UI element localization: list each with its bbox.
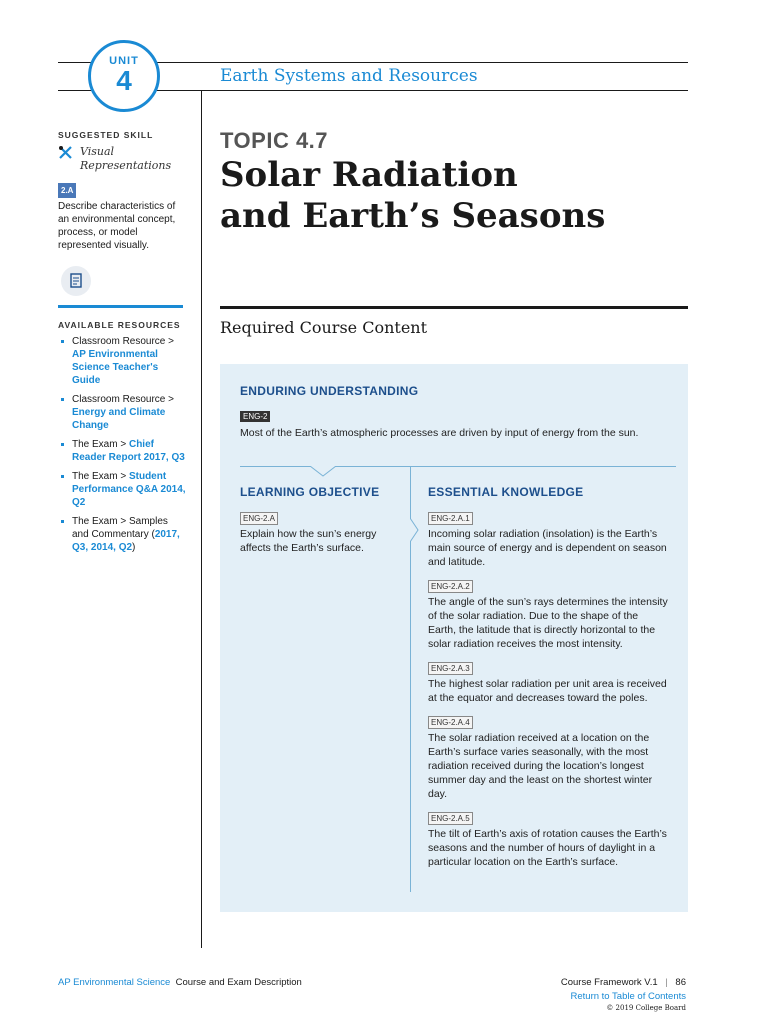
footer-course <box>58 977 302 988</box>
resource-prefix: The Exam > <box>72 439 129 450</box>
resource-link[interactable]: Student Performance Q&A 2014, Q2 <box>72 471 186 508</box>
enduring-code: ENG-2 <box>240 411 270 422</box>
skill-row <box>58 145 186 175</box>
skill-code-badge: 2.A <box>58 183 76 198</box>
resource-item <box>58 438 186 464</box>
topic-title <box>220 155 605 237</box>
footer-page-number: 86 <box>675 977 686 988</box>
footer-framework: Course Framework V.1 <box>560 977 658 988</box>
column-divider <box>201 90 202 948</box>
unit-number: 4 <box>116 65 132 96</box>
knowledge-item <box>428 508 668 569</box>
knowledge-heading: ESSENTIAL KNOWLEDGE <box>428 485 584 499</box>
knowledge-list <box>428 508 668 869</box>
unit-badge <box>88 40 160 112</box>
enduring-heading: ENDURING UNDERSTANDING <box>240 384 419 398</box>
footer-page-info: Course Framework V.1 | 86 <box>560 977 686 988</box>
return-to-toc-link[interactable]: Return to Table of Contents <box>570 991 686 1002</box>
box-divider <box>240 466 676 467</box>
section-heading: Required Course Content <box>220 318 428 337</box>
resource-prefix: Classroom Resource > <box>72 394 174 405</box>
unit-label: UNIT <box>109 55 139 67</box>
resources-caption: AVAILABLE RESOURCES <box>58 320 181 330</box>
chevron-down-icon <box>310 466 336 478</box>
resource-link[interactable]: AP Environmental Science Teacher's Guide <box>72 349 159 386</box>
footer-course-name: AP Environmental Science <box>58 977 171 988</box>
essential-knowledge <box>428 485 668 876</box>
resource-prefix: The Exam > Samples and Commentary ( <box>72 516 168 540</box>
knowledge-code: ENG-2.A.5 <box>428 812 473 825</box>
suggested-skill <box>58 129 186 252</box>
resource-item <box>58 515 186 554</box>
knowledge-text: The angle of the sun’s rays determines the intensity of the solar radiation. Due to the shape of the Earth, the latitude that is directly horizontal to the solar radiation receives the most intensity. <box>428 596 668 650</box>
topic-title-line2: and Earth’s Seasons <box>220 196 606 236</box>
available-resources <box>58 319 186 560</box>
skill-name-line1: Visual <box>80 145 115 158</box>
knowledge-item <box>428 658 668 705</box>
objective-heading: LEARNING OBJECTIVE <box>240 485 380 499</box>
knowledge-text: The highest solar radiation per unit area is received at the equator and decreases toward the poles. <box>428 678 667 704</box>
knowledge-text: Incoming solar radiation (insolation) is the Earth’s main source of energy and is dependent on season and latitude. <box>428 528 667 568</box>
knowledge-code: ENG-2.A.3 <box>428 662 473 675</box>
resource-prefix: Classroom Resource > <box>72 336 174 347</box>
suggested-skill-caption: SUGGESTED SKILL <box>58 130 154 140</box>
skill-name-line2: Representations <box>80 159 172 172</box>
resources-rule <box>58 305 183 308</box>
resource-item <box>58 470 186 509</box>
resource-link[interactable]: Chief Reader Report 2017, Q3 <box>72 439 185 463</box>
resources-icon <box>61 266 91 296</box>
skill-tools-icon <box>58 145 73 164</box>
resources-list <box>58 335 186 554</box>
learning-objective <box>240 485 400 555</box>
knowledge-item <box>428 576 668 651</box>
enduring-text: Most of the Earth’s atmospheric processes are driven by input of energy from the sun. <box>240 427 639 439</box>
knowledge-code: ENG-2.A.2 <box>428 580 473 593</box>
enduring-understanding <box>240 384 660 440</box>
resource-link[interactable]: Energy and Climate Change <box>72 407 166 431</box>
skill-description: Describe characteristics of an environmental concept, process, or model represented visually. <box>58 201 176 251</box>
resource-prefix: The Exam > <box>72 471 129 482</box>
objective-text: Explain how the sun’s energy affects the Earth’s surface. <box>240 528 377 554</box>
footer-copyright: © 2019 College Board <box>606 1004 686 1012</box>
knowledge-code: ENG-2.A.4 <box>428 716 473 729</box>
resource-link[interactable]: 2017, Q3, 2014, Q2 <box>72 529 180 553</box>
topic-number: TOPIC 4.7 <box>220 128 329 153</box>
knowledge-text: The tilt of Earth’s axis of rotation causes the Earth’s seasons and the number of hours of daylight in a particular location on the Earth’s surface. <box>428 828 667 868</box>
chevron-right-icon <box>410 518 420 542</box>
topic-title-line1: Solar Radiation <box>220 155 518 195</box>
knowledge-code: ENG-2.A.1 <box>428 512 473 525</box>
resource-suffix: ) <box>132 542 136 553</box>
resource-item <box>58 335 186 387</box>
resource-item <box>58 393 186 432</box>
knowledge-item <box>428 712 668 801</box>
unit-title: Earth Systems and Resources <box>220 66 478 86</box>
objective-code: ENG-2.A <box>240 512 278 525</box>
section-rule <box>220 306 688 309</box>
knowledge-item <box>428 808 668 869</box>
footer-doc-name: Course and Exam Description <box>175 977 302 988</box>
knowledge-text: The solar radiation received at a location on the Earth’s surface varies seasonally, with the most radiation received during the location’s longest summer day and the least on the shortest winter day. <box>428 732 653 800</box>
